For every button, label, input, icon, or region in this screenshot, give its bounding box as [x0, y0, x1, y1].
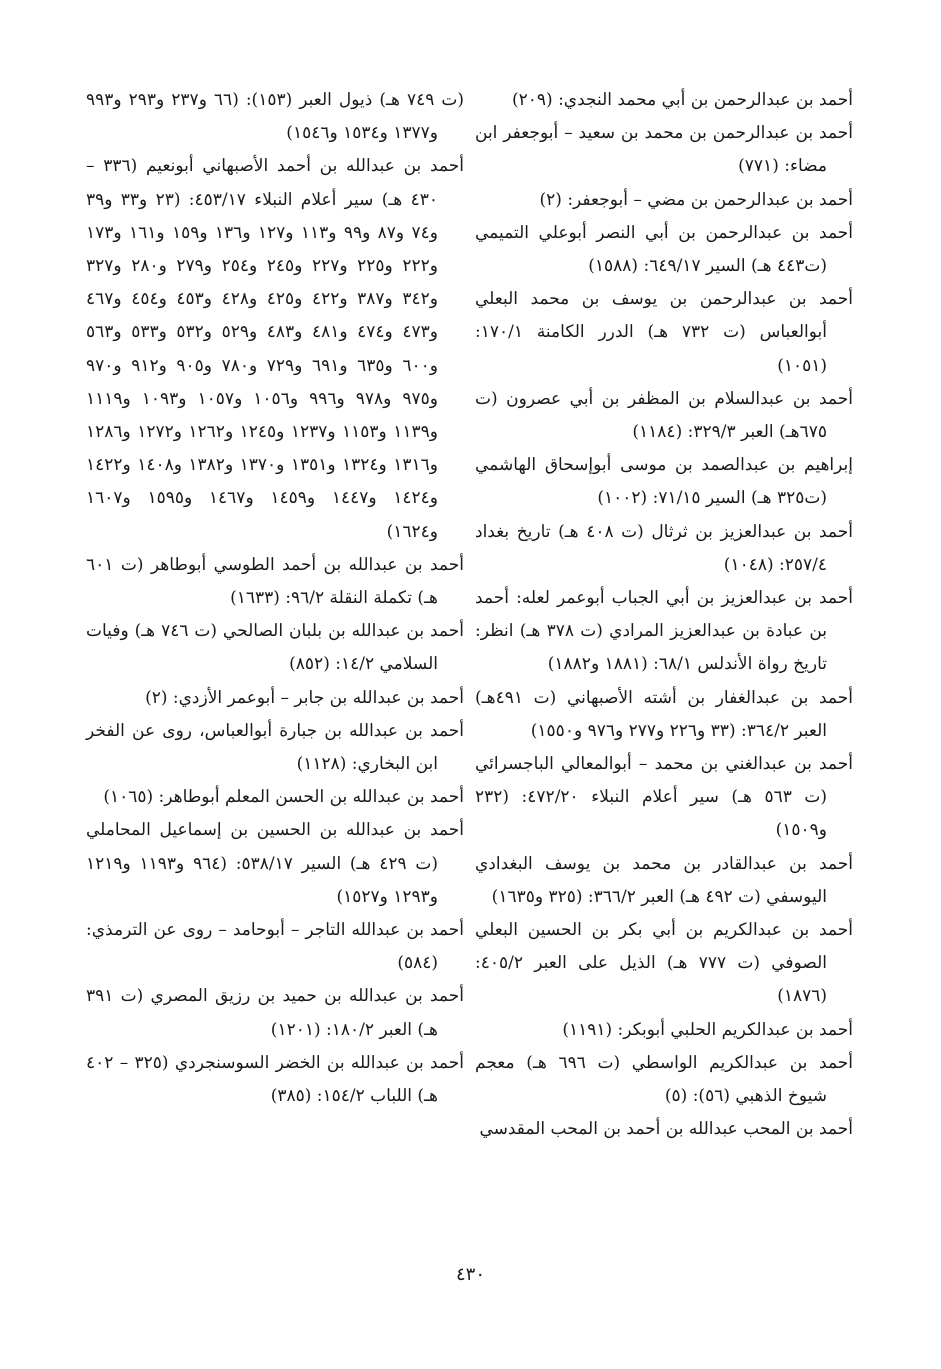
- index-entry: أحمد بن عبدالرحمن بن أبي النصر أبوعلي التميمي (ت٤٤٣ هـ) السير ٦٤٩/١٧: (١٥٨٨): [475, 222, 853, 277]
- index-entry: أحمد بن المحب عبدالله بن أحمد بن المحب المقدسي: [479, 1119, 853, 1140]
- index-entry: أحمد بن عبدالكريم الحلبي أبوبكر: (١١٩١): [562, 1019, 853, 1040]
- index-entry: أحمد بن عبدالله بن حميد بن رزيق المصري (ت ٣٩١ هـ) العبر ١٨٠/٢: (١٢٠١): [86, 986, 464, 1040]
- index-entry: أحمد بن عبدالرحمن بن مضي – أبوجعفر: (٢): [539, 189, 853, 210]
- index-entry: أحمد بن عبدالكريم بن أبي بكر بن الحسين البعلي الصوفي (ت ٧٧٧ هـ) الذيل على العبر ٤٠٥/٢: (١٨٧٦): [475, 920, 853, 1007]
- index-entry: أحمد بن عبدالرحمن بن محمد بن سعيد – أبوجعفر ابن مضاء: (٧٧١): [475, 123, 853, 177]
- index-entry: أحمد بن عبدالغني بن محمد – أبوالمعالي الباجسرائي (ت ٥٦٣ هـ) سير أعلام النبلاء ٤٧٢/٢٠: (٢٣٢ و١٥٠٩): [475, 754, 853, 841]
- index-entry: أحمد بن عبدالله بن الخضر السوسنجردي (٣٢٥ – ٤٠٢ هـ) اللباب ١٥٤/٢: (٣٨٥): [86, 1052, 464, 1107]
- index-entry: أحمد بن عبدالله بن بلبان الصالحي (ت ٧٤٦ هـ) وفيات السلامي ١٤/٢: (٨٥٢): [86, 621, 464, 675]
- right-column: [475, 84, 853, 1147]
- left-column: [86, 84, 464, 1113]
- index-entry: أحمد بن عبدالله بن الحسين بن إسماعيل المحاملي (ت ٤٢٩ هـ) السير ٥٣٨/١٧: (٩٦٤ و١١٩٣ و١٢١٩ و١٢٩٣ و١٥٢٧): [86, 820, 464, 907]
- index-entry: أحمد بن عبدالقادر بن محمد بن يوسف البغدادي اليوسفي (ت ٤٩٢ هـ) العبر ٣٦٦/٢: (٣٢٥ و١٦٣٥): [475, 853, 853, 907]
- index-entry: أحمد بن عبدالله بن أحمد الأصبهاني أبونعيم (٣٣٦ –٤٣٠ هـ) سير أعلام النبلاء ٤٥٣/١٧: (٢٣ و٣٣ و٣٩ و٧٤ و٨٧ و٩٩ و١١٣ و١٢٧ و١٣٦ و١٥٩ و١٦١ و١٧٣ و٢٢٢ و٢٢٥ و٢٢٧ و٢٤٥ و٢٥٤ و٢٧٩ و٢٨٠ و٣٢٧ و٣٤٢ و٣٨٧ و٤٢٢ و٤٢٥ و٤٢٨ و٤٥٣ و٤٥٤ و٤٦٧ و٤٧٣ و٤٧٤ و٤٨١ و٤٨٣ و٥٢٩ و٥٣٢ و٥٣٣ و٥٦٣ و٦٠٠ و٦٣٥ و٦٩١ و٧٢٩ و٧٨٠ و٩٠٥ و٩١٢ و٩٧٠ و٩٧٥ و٩٧٨ و٩٩٦ و١٠٥٦ و١٠٥٧ و١٠٩٣ و١١١٩ و١١٣٩ و١١٥٣ و١٢٣٧ و١٢٤٥ و١٢٦٢ و١٢٧٢ و١٢٨٦ و١٣١٦ و١٣٢٤ و١٣٥١ و١٣٧٠ و١٣٨٢ و١٤٠٨ و١٤٢٢ و١٤٢٤ و١٤٤٧ و١٤٥٩ و١٤٦٧ و١٥٩٥ و١٦٠٧ و١٦٢٤): [86, 156, 464, 542]
- index-entry: إبراهيم بن عبدالصمد بن موسى أبوإسحاق الهاشمي (ت٣٢٥ هـ) السير ٧١/١٥: (١٠٠٢): [475, 455, 853, 509]
- index-entry: أحمد بن عبدالله بن أحمد الطوسي أبوطاهر (ت ٦٠١ هـ) تكملة النقلة ٩٦/٢: (١٦٣٣): [86, 554, 464, 609]
- index-entry: أحمد بن عبدالعزيز بن أبي الجباب أبوعمر لعله: أحمد بن عبادة بن عبدالعزيز المرادي (ت ٣٧٨ هـ) انظر: تاريخ رواة الأندلس ٦٨/١: (١٨٨١ و١٨٨٢): [475, 588, 853, 675]
- index-entry: أحمد بن عبدالرحمن بن أبي محمد النجدي: (٢٠٩): [511, 90, 853, 110]
- index-entry: أحمد بن عبدالكريم الواسطي (ت ٦٩٦ هـ) معجم شيوخ الذهبي (٥٦): (٥): [475, 1052, 854, 1107]
- index-entry: أحمد بن عبدالله التاجر – أبوحامد – روى عن الترمذي: (٥٨٤): [86, 920, 464, 974]
- index-entry: أحمد بن عبدالله بن جبارة أبوالعباس، روى عن الفخر ابن البخاري: (١١٢٨): [86, 720, 464, 775]
- index-entry-continued: (ت ٧٤٩ هـ) ذيول العبر (١٥٣): (٦٦ و٢٣٧ و٢٩٣ و٩٩٣ و١٣٧٧ و١٥٣٤ و١٥٤٦): [86, 90, 464, 144]
- index-entry: أحمد بن عبدالعزيز بن ثرثال (ت ٤٠٨ هـ) تاريخ بغداد ٢٥٧/٤: (١٠٤٨): [475, 521, 853, 575]
- index-entry: أحمد بن عبدالله بن جابر – أبوعمر الأزدي: (٢): [145, 687, 464, 708]
- index-entry: أحمد بن عبدالغفار بن أشته الأصبهاني (ت ٤٩١هـ) العبر ٣٦٤/٢: (٣٣ و٢٢٦ و٢٧٧ و٩٧٦ و١٥٥٠): [475, 687, 853, 741]
- page-number: ٤٣٠: [455, 1264, 485, 1285]
- index-entry: أحمد بن عبدالرحمن بن يوسف بن محمد البعلي أبوالعباس (ت ٧٣٢ هـ) الدرر الكامنة ١٧٠/١: (١٠٥١): [475, 289, 853, 376]
- index-entry: أحمد بن عبدالسلام بن المظفر بن أبي عصرون (ت ٦٧٥هـ) العبر ٣٢٩/٣: (١١٨٤): [475, 388, 853, 443]
- index-entry: أحمد بن عبدالله بن الحسن المعلم أبوطاهر: (١٠٦٥): [103, 787, 464, 808]
